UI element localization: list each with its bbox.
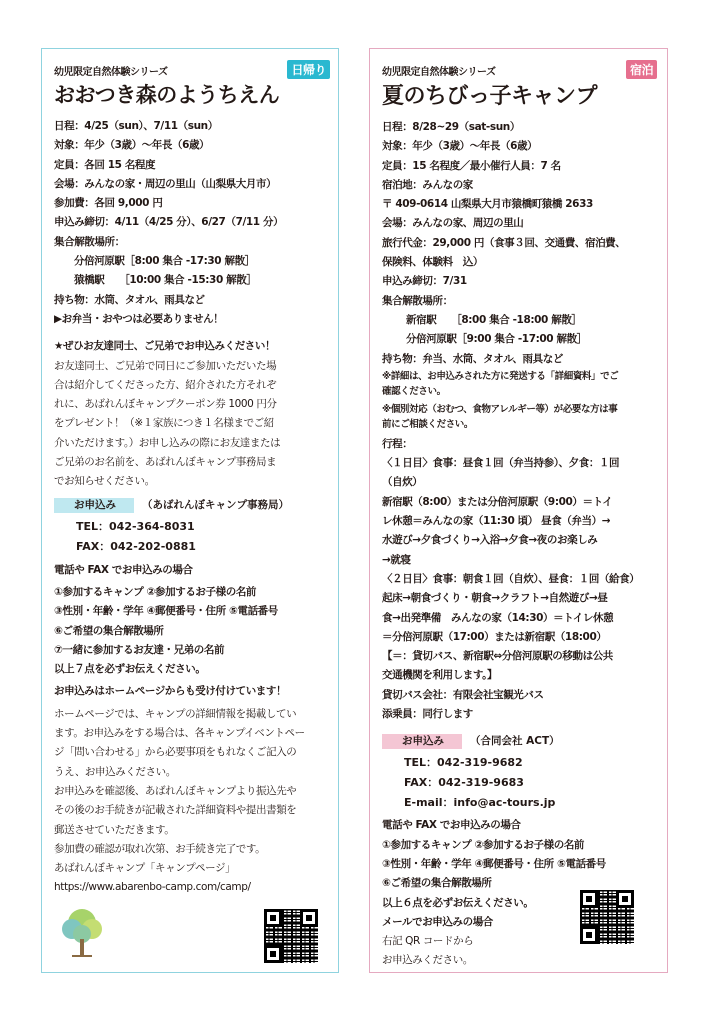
target-info: 対象：年少（3歳）～年長（6歳）: [382, 140, 538, 153]
mail-text: 右記 QR コードから: [382, 935, 474, 948]
web-text: 郵送させていただきます。: [54, 823, 175, 836]
overnight-badge: 宿泊: [626, 60, 657, 79]
itinerary-line: →就寝: [382, 553, 411, 566]
meeting-point: 新宿駅 ［8:00 集合 -18:00 解散］: [406, 313, 582, 326]
required-item: ③性別・年齢・学年 ④郵便番号・住所 ⑤電話番号: [382, 857, 606, 870]
schedule-info: 日程：8/28~29（sat-sun）: [382, 121, 520, 133]
web-heading: お申込みはホームページからも受け付けています！: [54, 685, 287, 698]
required-item: ⑥ご希望の集合解散場所: [54, 624, 164, 637]
right-event-panel: [369, 48, 668, 973]
fee-info: 参加費：各回 9,000 円: [54, 197, 163, 210]
meeting-point: 分倍河原駅［9:00 集合 -17:00 解散］: [406, 333, 587, 346]
event-title: おおつき森のようちえん: [54, 83, 280, 107]
camp-page-link[interactable]: https://www.abarenbo-camp.com/camp/: [54, 881, 251, 894]
web-text: その後のお手続きが記載された詳細資料や提出書類を: [54, 804, 297, 817]
meeting-label: 集合解散場所：: [382, 294, 453, 307]
web-text: 参加費の確認が取れ次第、お手続き完了です。: [54, 842, 266, 855]
friends-text: ご兄弟のお名前を、あばれんぼキャンプ事務局ま: [54, 456, 277, 469]
web-text: ます。お申込みをする場合は、各キャンプイベントペー: [54, 727, 305, 740]
apply-organizer: （あばれんぼキャンプ事務局）: [142, 498, 289, 511]
apply-label: お申込み: [382, 734, 462, 749]
deadline-info: 申込み締切：7/31: [382, 275, 467, 288]
required-item: ⑦一緒に参加するお友達・兄弟の名前: [54, 643, 225, 656]
friends-text: をプレゼント！（※１家族につき１名様までご紹: [54, 417, 274, 430]
itinerary-line: 起床→朝食づくり・朝食→クラフト→自然遊び→昼: [382, 592, 608, 605]
email-address[interactable]: E-mail：info@ac-tours.jp: [404, 796, 556, 810]
itinerary-line: ＝分倍河原駅（17:00）または新宿駅（18:00）: [382, 630, 607, 643]
itinerary-line: 交通機関を利用します。】: [382, 669, 498, 682]
itinerary-line: 〈１日目〉食事：昼食１回（弁当持参）、夕食：１回: [382, 457, 620, 470]
friends-text: 介いただけます。）お申し込みの際にお友達または: [54, 436, 281, 449]
itinerary-line: 食→出発準備 みんなの家（14:30）＝トイレ休憩: [382, 611, 614, 624]
qr-code-icon[interactable]: [580, 890, 634, 944]
friends-text: れに、あばれんぼキャンプクーポン券 1000 円分: [54, 398, 277, 411]
day-trip-badge: 日帰り: [287, 60, 330, 79]
fax-number: FAX：042-319-9683: [404, 776, 524, 790]
price-info: 旅行代金：29,000 円（食事３回、交通費、宿泊費、: [382, 236, 626, 249]
mail-text: お申込みください。: [382, 954, 473, 967]
friends-text: お友達同士、ご兄弟で同日にご参加いただいた場: [54, 359, 277, 372]
left-event-panel: [41, 48, 339, 973]
phone-fax-heading: 電話や FAX でお申込みの場合: [382, 819, 521, 832]
itinerary-line: レ休憩＝みんなの家（11:30 頃） 昼食（弁当）→: [382, 515, 611, 528]
lunch-note: ▶お弁当・おやつは必要ありません！: [54, 312, 224, 325]
itinerary-line: 【＝：貸切バス、新宿駅⇔分倍河原駅の移動は公共: [382, 650, 613, 663]
qr-code-icon[interactable]: [264, 909, 318, 963]
required-item: ③性別・年齢・学年 ④郵便番号・住所 ⑤電話番号: [54, 605, 278, 618]
schedule-info: 日程：4/25（sun）、7/11（sun）: [54, 120, 218, 132]
escort-info: 添乗員：同行します: [382, 708, 473, 721]
venue-info: 会場：みんなの家・周辺の里山（山梨県大月市）: [54, 177, 277, 190]
series-label: 幼児限定自然体験シリーズ: [54, 67, 168, 78]
web-text: うえ、お申込みください。: [54, 765, 176, 778]
fax-number: FAX：042-202-0881: [76, 539, 196, 553]
apply-header: [382, 732, 657, 751]
price-info: 保険料、体験料 込）: [382, 256, 483, 269]
meeting-point: 猿橋駅 ［10:00 集合 -15:30 解散］: [74, 274, 257, 287]
lodging-info: 宿泊地：みんなの家: [382, 178, 473, 191]
friends-text: 合は紹介してくださった方、紹介された方それぞ: [54, 378, 277, 391]
meeting-point: 分倍河原駅［8:00 集合 -17:30 解散］: [74, 255, 255, 268]
required-item: ⑥ご希望の集合解散場所: [382, 877, 492, 890]
apply-label: お申込み: [54, 498, 134, 513]
capacity-info: 定員：各回 15 名程度: [54, 158, 156, 171]
tel-number: TEL：042-364-8031: [76, 519, 195, 533]
note-text: 前にご相談ください。: [382, 418, 474, 430]
friends-heading: ★ぜひお友達同士、ご兄弟でお申込みください！: [54, 340, 276, 353]
deadline-info: 申込み締切：4/11（4/25 分）、6/27（7/11 分）: [54, 216, 284, 229]
required-item: ①参加するキャンプ ②参加するお子様の名前: [382, 838, 585, 851]
itinerary-line: 〈２日目〉食事：朝食１回（自炊）、昼食：１回（給食）: [382, 572, 640, 585]
phone-fax-heading: 電話や FAX でお申込みの場合: [54, 563, 193, 576]
web-text: ホームページでは、キャンプの詳細情報を掲載してい: [54, 707, 297, 720]
note-text: ※個別対応（おむつ、食物アレルギー等）が必要な方は事: [382, 403, 618, 415]
friends-text: でお知らせください。: [54, 475, 155, 488]
itinerary-line: （自炊）: [382, 476, 423, 489]
capacity-info: 定員：15 名程度／最小催行人員：7 名: [382, 159, 561, 172]
required-item: 以上６点を必ずお伝えください。: [382, 896, 534, 909]
target-info: 対象：年少（3歳）～年長（6歳）: [54, 139, 210, 152]
address-info: 〒 409-0614 山梨県大月市猿橋町猿橋 2633: [382, 198, 593, 211]
note-text: ※詳細は、お申込みされた方に発送する「詳細資料」でご: [382, 370, 619, 382]
event-title: 夏のちびっ子キャンプ: [382, 84, 598, 109]
web-text: ジ「問い合わせる」から必要事項をもれなくご記入の: [54, 746, 297, 759]
tel-number: TEL：042-319-9682: [404, 756, 523, 770]
tree-logo-icon: [60, 907, 104, 959]
apply-header: [54, 496, 328, 515]
series-label: 幼児限定自然体験シリーズ: [382, 67, 496, 78]
meeting-label: 集合解散場所：: [54, 235, 125, 248]
web-text: あばれんぼキャンプ「キャンプページ」: [54, 862, 236, 875]
itinerary-heading: 行程：: [382, 437, 413, 450]
apply-organizer: （合同会社 ACT）: [470, 735, 560, 748]
mail-heading: メールでお申込みの場合: [382, 915, 493, 928]
venue-info: 会場：みんなの家、周辺の里山: [382, 217, 524, 230]
itinerary-line: 水遊び→夕食づくり→入浴→夕食→夜のお楽しみ: [382, 534, 598, 547]
required-item: 以上７点を必ずお伝えください。: [54, 663, 206, 676]
required-item: ①参加するキャンプ ②参加するお子様の名前: [54, 585, 257, 598]
belongings-info: 持ち物：水筒、タオル、雨具など: [54, 293, 205, 306]
itinerary-line: 新宿駅（8:00）または分倍河原駅（9:00）＝トイ: [382, 495, 613, 508]
bus-company-info: 貸切バス会社：有限会社宝観光バス: [382, 688, 544, 701]
note-text: 確認ください。: [382, 385, 446, 397]
web-text: お申込みを確認後、あばれんぼキャンプより振込先や: [54, 784, 297, 797]
belongings-info: 持ち物：弁当、水筒、タオル、雨具など: [382, 352, 563, 365]
